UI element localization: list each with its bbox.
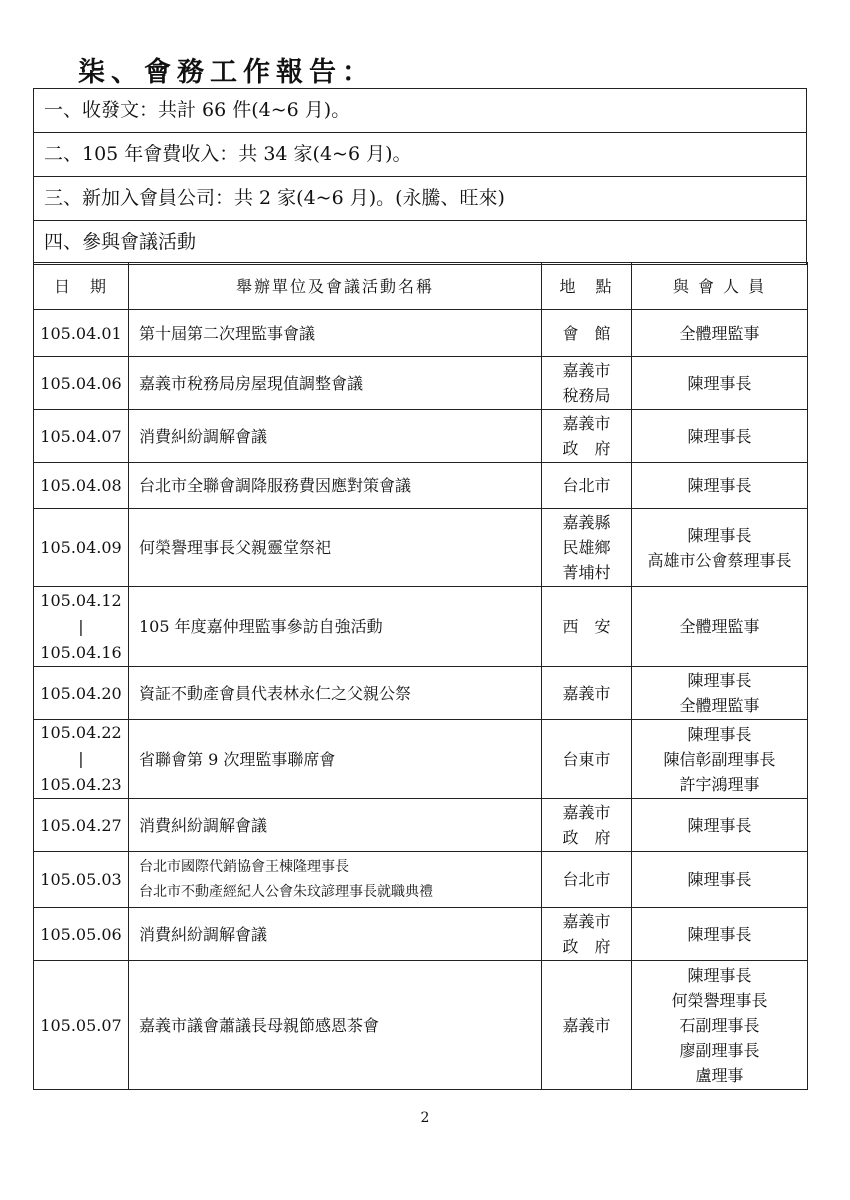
cell-place: 嘉義市: [542, 961, 632, 1090]
cell-event: 嘉義市稅務局房屋現值調整會議: [129, 357, 542, 410]
cell-event: 消費糾紛調解會議: [129, 410, 542, 463]
cell-date: [34, 587, 129, 667]
cell-date: 105.04.09: [34, 509, 129, 587]
attendee-line: 何榮譽理事長: [671, 990, 768, 1010]
table-row: [34, 463, 808, 509]
header-place: 地 點: [542, 263, 632, 310]
attendee-line: 全體理監事: [679, 696, 760, 715]
cell-place: 會 館: [542, 310, 632, 357]
attendee-line: 高雄市公會蔡理事長: [647, 550, 792, 570]
place-line: 政 府: [562, 828, 611, 847]
place-line: 嘉義市: [562, 912, 611, 931]
summary-line-documents: 一、收發文：共計 66 件(4~6 月)。: [34, 89, 806, 133]
cell-place: [542, 357, 632, 410]
cell-place: [542, 509, 632, 587]
cell-attendees: [632, 720, 808, 799]
cell-date: [34, 720, 129, 799]
cell-date: 105.04.01: [34, 310, 129, 357]
date-start: 105.04.22: [40, 723, 122, 742]
attendee-line: 石副理事長: [679, 1015, 760, 1035]
place-line: 政 府: [562, 937, 611, 956]
table-row: [34, 908, 808, 961]
date-end: 105.04.23: [40, 775, 122, 794]
place-line: 政 府: [562, 439, 611, 458]
cell-attendees: 陳理事長: [632, 463, 808, 509]
table-row: [34, 720, 808, 799]
place-line: 嘉義市: [562, 414, 611, 433]
cell-date: 105.04.27: [34, 799, 129, 852]
cell-attendees: [632, 509, 808, 587]
date-end: 105.04.16: [40, 642, 122, 662]
cell-attendees: [632, 667, 808, 720]
cell-place: 嘉義市: [542, 667, 632, 720]
report-title: 柒、會務工作報告：: [78, 57, 375, 88]
cell-place: 台北市: [542, 463, 632, 509]
header-event: 舉辦單位及會議活動名稱: [129, 263, 542, 310]
attendee-line: 陳信彰副理事長: [663, 749, 776, 769]
table-row: [34, 852, 808, 908]
cell-attendees: 全體理監事: [632, 310, 808, 357]
place-line: 民雄鄉: [562, 538, 611, 557]
cell-event: 省聯會第 9 次理監事聯席會: [129, 720, 542, 799]
table-row: [34, 961, 808, 1090]
summary-line-new-members: 三、新加入會員公司：共 2 家(4~6 月)。(永騰、旺來): [34, 177, 806, 221]
table-row: [34, 410, 808, 463]
cell-date: 105.04.06: [34, 357, 129, 410]
attendee-line: 許宇鴻理事: [679, 774, 760, 794]
cell-attendees: [632, 961, 808, 1090]
cell-date: 105.05.07: [34, 961, 129, 1090]
cell-attendees: 陳理事長: [632, 357, 808, 410]
cell-attendees: 陳理事長: [632, 908, 808, 961]
summary-line-meetings: 四、參與會議活動: [34, 221, 806, 265]
cell-place: [542, 799, 632, 852]
date-separator: |: [78, 749, 84, 768]
cell-attendees: 全體理監事: [632, 587, 808, 667]
cell-event: 消費糾紛調解會議: [129, 799, 542, 852]
cell-place: 西 安: [542, 587, 632, 667]
date-separator: |: [78, 616, 84, 636]
table-row: [34, 799, 808, 852]
cell-date: 105.04.07: [34, 410, 129, 463]
cell-date: 105.04.20: [34, 667, 129, 720]
place-line: 嘉義市: [562, 803, 611, 822]
cell-date: 105.04.08: [34, 463, 129, 509]
header-attendees: 與 會 人 員: [632, 263, 808, 310]
attendee-line: 廖副理事長: [679, 1040, 760, 1060]
page-number: 2: [420, 1110, 430, 1126]
event-line: 台北市不動產經紀人公會朱玟諺理事長就職典禮: [139, 883, 433, 900]
cell-event: 嘉義市議會蕭議長母親節感恩茶會: [129, 961, 542, 1090]
place-line: 稅務局: [562, 386, 611, 405]
date-range: [34, 588, 128, 666]
summary-box: [33, 88, 807, 265]
cell-event: 何榮譽理事長父親靈堂祭祀: [129, 509, 542, 587]
summary-line-fees: 二、105 年會費收入：共 34 家(4~6 月)。: [34, 133, 806, 177]
table-row: [34, 357, 808, 410]
cell-event: 資証不動產會員代表林永仁之父親公祭: [129, 667, 542, 720]
cell-event: 105 年度嘉仲理監事參訪自強活動: [129, 587, 542, 667]
attendee-line: 盧理事: [695, 1065, 744, 1085]
place-line: 菁埔村: [562, 563, 611, 582]
cell-event: 消費糾紛調解會議: [129, 908, 542, 961]
cell-event: [129, 852, 542, 908]
attendee-line: 陳理事長: [687, 965, 752, 985]
cell-attendees: 陳理事長: [632, 410, 808, 463]
attendee-line: 陳理事長: [687, 724, 752, 744]
event-line: 台北市國際代銷協會王棟隆理事長: [139, 858, 349, 875]
cell-attendees: 陳理事長: [632, 799, 808, 852]
attendee-line: 陳理事長: [687, 525, 752, 545]
table-row: [34, 587, 808, 667]
cell-place: [542, 410, 632, 463]
header-date: 日 期: [34, 263, 129, 310]
cell-date: 105.05.03: [34, 852, 129, 908]
date-range: [34, 720, 128, 798]
place-line: 嘉義市: [562, 361, 611, 380]
table-row: [34, 310, 808, 357]
cell-place: 台東市: [542, 720, 632, 799]
table-row: [34, 509, 808, 587]
table-row: [34, 667, 808, 720]
date-start: 105.04.12: [40, 590, 122, 610]
meeting-activity-table: [33, 262, 808, 1090]
place-line: 嘉義縣: [562, 513, 611, 532]
attendee-line: 陳理事長: [687, 671, 752, 690]
cell-event: 第十屆第二次理監事會議: [129, 310, 542, 357]
cell-attendees: 陳理事長: [632, 852, 808, 908]
table-header-row: [34, 263, 808, 310]
cell-place: [542, 908, 632, 961]
cell-place: 台北市: [542, 852, 632, 908]
cell-date: 105.05.06: [34, 908, 129, 961]
cell-event: 台北市全聯會調降服務費因應對策會議: [129, 463, 542, 509]
